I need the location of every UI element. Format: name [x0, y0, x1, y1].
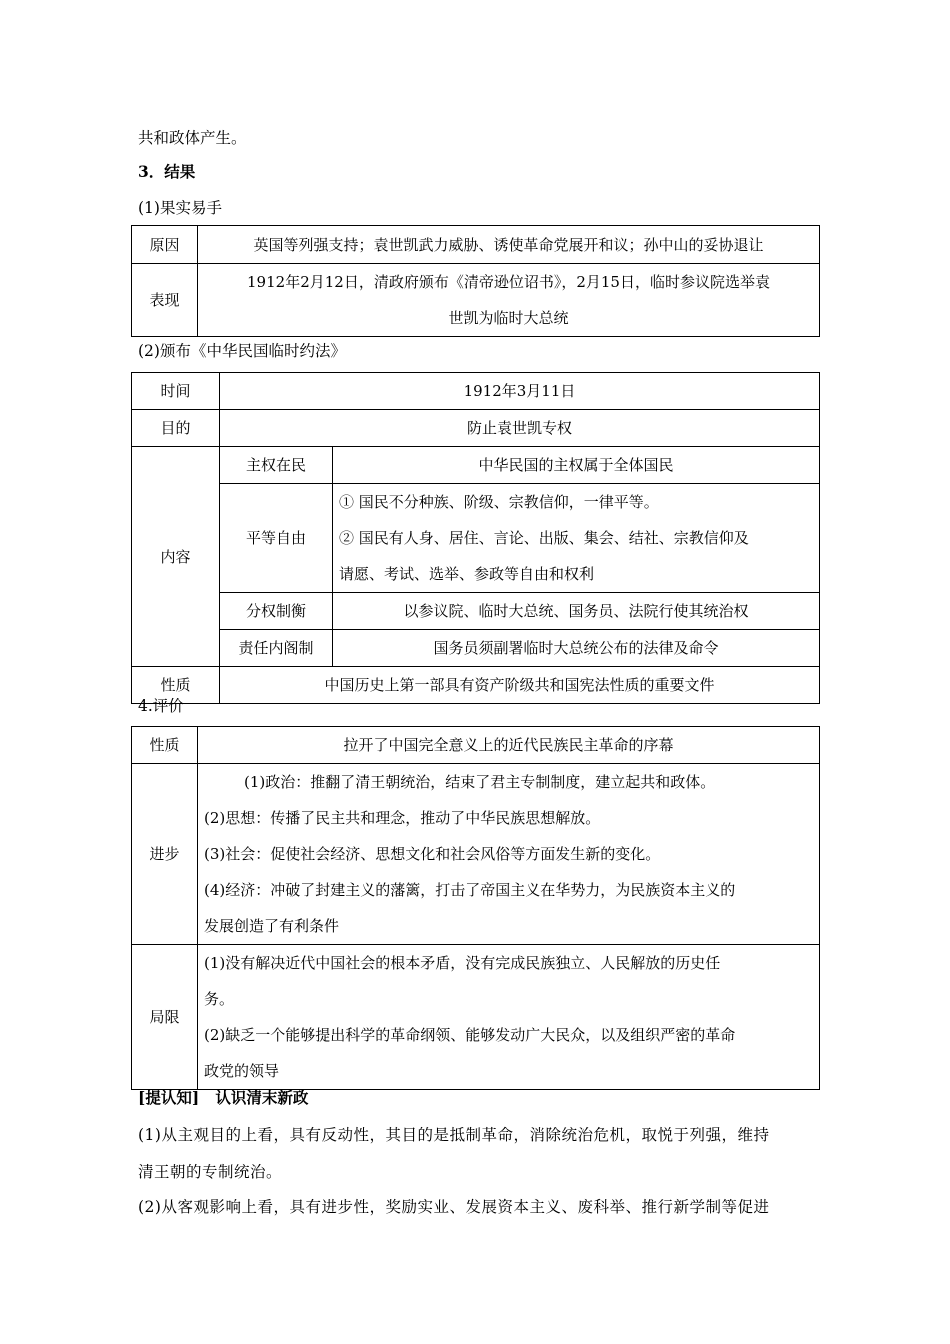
content-row-label: 主权在民: [220, 447, 333, 484]
equality-line-1: ① 国民不分种族、阶级、宗教信仰，一律平等。: [339, 493, 659, 511]
content-row-text: 以参议院、临时大总统、国务员、法院行使其统治权: [333, 593, 820, 630]
eval-nature-value: 拉开了中国完全意义上的近代民族民主革命的序幕: [198, 727, 820, 764]
content-row-label: 平等自由: [220, 484, 333, 593]
tip-label: [提认知]: [138, 1088, 200, 1107]
progress-line: 发展创造了有利条件: [204, 917, 340, 935]
manifest-text: [198, 264, 820, 337]
evaluation-table: [131, 726, 820, 1090]
limit-line: 务。: [204, 990, 235, 1008]
progress-line: (1)政治：推翻了清王朝统治，结束了君主专制制度，建立起共和政体。: [244, 773, 716, 791]
progress-line: (3)社会：促使社会经济、思想文化和社会风俗等方面发生新的变化。: [204, 845, 661, 863]
results-table: [131, 225, 820, 337]
time-label: 时间: [132, 373, 220, 410]
equality-line-3: 请愿、考试、选举、参政等自由和权利: [339, 565, 595, 583]
content-row-label: 分权制衡: [220, 593, 333, 630]
nature-label: 性质: [132, 667, 220, 704]
section4-heading: 4.评价: [138, 697, 184, 715]
intro-tail-text: 共和政体产生。: [138, 129, 247, 147]
section3-heading: 3．结果: [138, 162, 196, 181]
tip-line: 清王朝的专制统治。: [138, 1163, 283, 1181]
content-row-text: [333, 484, 820, 593]
tip-heading: [138, 1086, 308, 1110]
table-row: [132, 593, 820, 630]
table-row: [132, 447, 820, 484]
purpose-label: 目的: [132, 410, 220, 447]
progress-line: (4)经济：冲破了封建主义的藩篱，打击了帝国主义在华势力，为民族资本主义的: [204, 881, 736, 899]
time-value: 1912年3月11日: [220, 373, 820, 410]
manifest-label: 表现: [132, 264, 198, 337]
cause-label: 原因: [132, 226, 198, 264]
table-row: [132, 630, 820, 667]
nature-value: 中国历史上第一部具有资产阶级共和国宪法性质的重要文件: [220, 667, 820, 704]
tip-line: (1)从主观目的上看，具有反动性，其目的是抵制革命，消除统治危机，取悦于列强，维持: [138, 1126, 770, 1144]
progress-label: 进步: [132, 764, 198, 945]
limit-label: 局限: [132, 945, 198, 1090]
manifest-line-1: 1912年2月12日，清政府颁布《清帝逊位诏书》，2月15日，临时参议院选举袁: [247, 273, 770, 291]
limit-text: [198, 945, 820, 1090]
section3-sub2: (2)颁布《中华民国临时约法》: [138, 342, 346, 360]
eval-nature-label: 性质: [132, 727, 198, 764]
limit-line: 政党的领导: [204, 1062, 280, 1080]
table-row: [132, 373, 820, 410]
table-row: [132, 226, 820, 264]
table-row: [132, 945, 820, 1090]
constitution-table: [131, 372, 820, 704]
tip-line: (2)从客观影响上看，具有进步性，奖励实业、发展资本主义、废科举、推行新学制等促进: [138, 1198, 770, 1216]
table-row: [132, 727, 820, 764]
content-label: 内容: [132, 447, 220, 667]
content-row-label: 责任内阁制: [220, 630, 333, 667]
progress-text: [198, 764, 820, 945]
equality-line-2: ② 国民有人身、居住、言论、出版、集会、结社、宗教信仰及: [339, 529, 749, 547]
table-row: [132, 764, 820, 945]
manifest-line-2: 世凯为临时大总统: [448, 309, 569, 327]
tip-title: 认识清末新政: [215, 1088, 309, 1107]
table-row: [132, 410, 820, 447]
content-row-text: 中华民国的主权属于全体国民: [333, 447, 820, 484]
section3-sub1: (1)果实易手: [138, 199, 222, 217]
table-row: [132, 484, 820, 593]
table-row: [132, 667, 820, 704]
limit-line: (2)缺乏一个能够提出科学的革命纲领、能够发动广大民众，以及组织严密的革命: [204, 1026, 736, 1044]
table-row: [132, 264, 820, 337]
progress-line: (2)思想：传播了民主共和理念，推动了中华民族思想解放。: [204, 809, 601, 827]
limit-line: (1)没有解决近代中国社会的根本矛盾，没有完成民族独立、人民解放的历史任: [204, 954, 721, 972]
content-row-text: 国务员须副署临时大总统公布的法律及命令: [333, 630, 820, 667]
cause-text: 英国等列强支持；袁世凯武力威胁、诱使革命党展开和议；孙中山的妥协退让: [198, 226, 820, 264]
purpose-value: 防止袁世凯专权: [220, 410, 820, 447]
